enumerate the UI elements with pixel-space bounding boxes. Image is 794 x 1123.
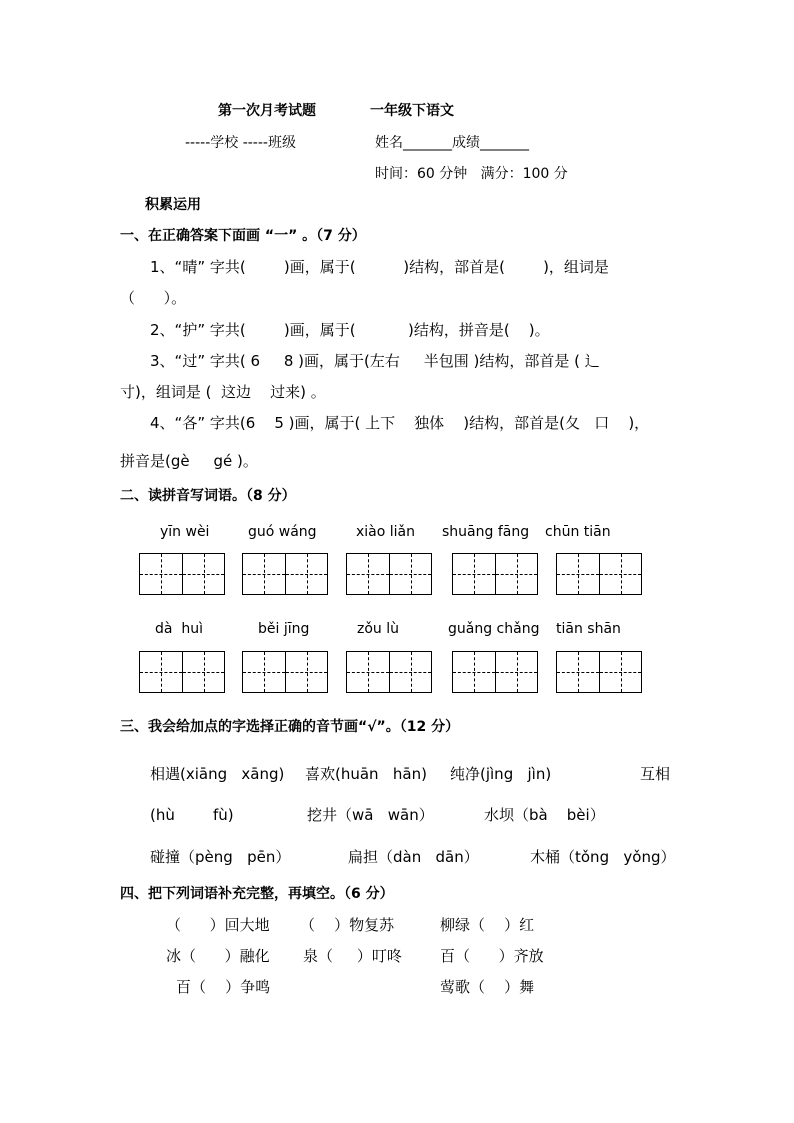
syllable-choice[interactable]: 纯净(jìng jìn) xyxy=(450,765,552,783)
syllable-choice[interactable]: 相遇(xiāng xāng) xyxy=(150,765,285,783)
writing-grid[interactable] xyxy=(139,553,225,595)
syllable-choice[interactable]: (hù fù) xyxy=(150,806,234,824)
q1-line-2: 2、“护” 字共( )画，属于( )结构，拼音是( )。 xyxy=(150,321,550,339)
idiom-fill[interactable]: 冰（ ）融化 xyxy=(166,947,270,965)
pinyin-label: běi jīng xyxy=(258,621,310,637)
q1-line-4b: 拼音是(gè gé )。 xyxy=(120,452,258,470)
idiom-fill[interactable]: 泉（ ）叮咚 xyxy=(303,947,402,965)
pinyin-label: yīn wèi xyxy=(160,524,210,540)
syllable-choice[interactable]: 木桶（tǒng yǒng） xyxy=(530,848,676,866)
syllable-choice[interactable]: 挖井（wā wān） xyxy=(307,806,434,824)
q3-title: 三、我会给加点的字选择正确的音节画“√”。（12 分） xyxy=(120,719,460,735)
pinyin-label: guó wáng xyxy=(248,524,317,540)
syllable-choice[interactable]: 碰撞（pèng pēn） xyxy=(150,848,291,866)
q2-title: 二、读拼音写词语。（8 分） xyxy=(120,488,296,504)
q4-title: 四、把下列词语补充完整，再填空。（6 分） xyxy=(120,886,394,902)
syllable-choice[interactable]: 喜欢(huān hān) xyxy=(305,765,427,783)
writing-grid[interactable] xyxy=(452,553,538,595)
syllable-choice-word: 互相 xyxy=(640,765,671,783)
pinyin-label: xiào liǎn xyxy=(356,524,416,540)
idiom-fill[interactable]: 百（ ）争鸣 xyxy=(176,978,271,996)
name-score-line: 姓名_______成绩_______ xyxy=(375,135,529,151)
pinyin-label: tiān shān xyxy=(556,621,621,637)
idiom-fill[interactable]: 莺歌（ ）舞 xyxy=(440,978,535,996)
section-category: 积累运用 xyxy=(145,197,201,213)
q1-line-3b: 寸)，组词是 ( 这边 过来) 。 xyxy=(120,383,326,401)
writing-grid[interactable] xyxy=(346,553,432,595)
school-class-line: -----学校 -----班级 xyxy=(185,135,296,151)
q1-line-1a: 1、“晴” 字共( )画，属于( )结构，部首是( )，组词是 xyxy=(150,258,609,276)
writing-grid[interactable] xyxy=(346,651,432,693)
syllable-choice[interactable]: 水坝（bà bèi） xyxy=(484,806,605,824)
writing-grid[interactable] xyxy=(242,651,328,693)
writing-grid[interactable] xyxy=(139,651,225,693)
writing-grid[interactable] xyxy=(556,553,642,595)
writing-grid[interactable] xyxy=(452,651,538,693)
pinyin-label: shuāng fāng xyxy=(442,524,530,540)
q1-line-4a: 4、“各” 字共(6 5 )画，属于( 上下 独体 )结构，部首是(夂 口 )， xyxy=(150,414,650,432)
syllable-choice[interactable]: 扁担（dàn dān） xyxy=(348,848,479,866)
q1-line-1b: （ ）。 xyxy=(120,289,187,307)
pinyin-label: chūn tiān xyxy=(545,524,611,540)
idiom-fill[interactable]: （ ）回大地 xyxy=(166,916,270,934)
q1-title: 一、在正确答案下面画 “一” 。（7 分） xyxy=(120,228,366,244)
pinyin-label: guǎng chǎng xyxy=(448,621,540,637)
pinyin-label: dà huì xyxy=(155,621,204,637)
idiom-fill[interactable]: 百（ ）齐放 xyxy=(440,947,544,965)
q1-line-3a: 3、“过” 字共( 6 8 )画，属于(左右 半包围 )结构，部首是 ( 辶 xyxy=(150,352,600,370)
pinyin-label: zǒu lù xyxy=(357,621,399,637)
idiom-fill[interactable]: （ ）物复苏 xyxy=(300,916,395,934)
writing-grid[interactable] xyxy=(556,651,642,693)
time-score-line: 时间：60 分钟 满分：100 分 xyxy=(375,166,568,182)
idiom-fill[interactable]: 柳绿（ ）红 xyxy=(440,916,535,934)
writing-grid[interactable] xyxy=(242,553,328,595)
exam-title: 第一次月考试题 xyxy=(218,103,316,119)
grade-subject: 一年级下语文 xyxy=(370,103,454,119)
